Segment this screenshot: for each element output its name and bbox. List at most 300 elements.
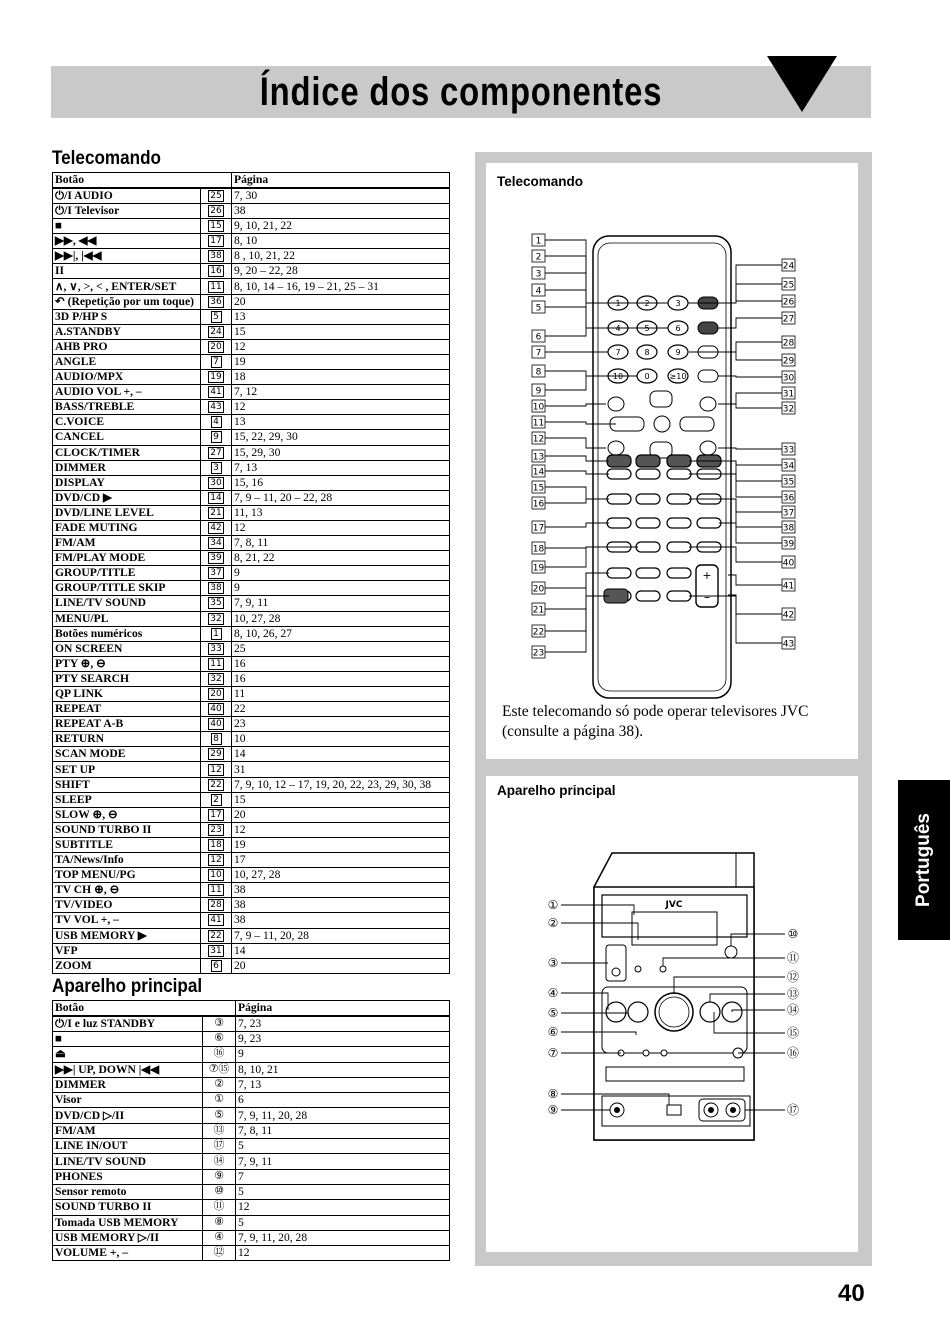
row-button-label: DISPLAY [53, 475, 201, 490]
row-page-list: 8, 10, 14 – 16, 19 – 21, 25 – 31 [232, 279, 450, 294]
remote-key[interactable] [636, 568, 660, 578]
row-button-label: SLOW ⊕, ⊖ [53, 807, 201, 822]
row-page-list: 15 [232, 792, 450, 807]
row-page-list: 7, 8, 11 [236, 1123, 450, 1138]
number-key-label: 6 [675, 324, 681, 333]
row-page-list: 19 [232, 837, 450, 852]
row-button-label: ON SCREEN [53, 641, 201, 656]
callout-number: ⑩ [787, 927, 799, 941]
row-reference-number [203, 1032, 236, 1047]
table-row [53, 928, 450, 943]
row-button-label: TV/VIDEO [53, 898, 201, 913]
remote-key[interactable] [636, 469, 660, 479]
row-reference-number [201, 611, 232, 626]
table-row [53, 1230, 450, 1245]
reference-badge: 8 [211, 733, 222, 745]
row-button-label: SHIFT [53, 777, 201, 792]
remote-key[interactable] [667, 494, 691, 504]
remote-key[interactable] [636, 591, 660, 601]
row-reference-number [203, 1108, 236, 1123]
row-page-list: 23 [232, 717, 450, 732]
row-page-list: 7, 13 [236, 1077, 450, 1092]
table-row [53, 868, 450, 883]
row-button-label: ▶▶|, |◀◀ [53, 249, 201, 264]
remote-key[interactable] [607, 455, 631, 467]
table-row [53, 475, 450, 490]
row-button-label: USB MEMORY ▷/II [53, 1230, 203, 1245]
row-button-label: DVD/CD ▷/II [53, 1108, 203, 1123]
table-header-row [53, 1001, 450, 1017]
fm-am-button[interactable] [700, 1002, 720, 1022]
row-reference-number [201, 596, 232, 611]
table-row [53, 747, 450, 762]
callout-number: 16 [532, 499, 545, 510]
remote-key[interactable] [607, 494, 631, 504]
row-page-list: 20 [232, 958, 450, 973]
table-row [53, 1169, 450, 1184]
reference-badge: 33 [210, 643, 222, 654]
callout-number: 29 [782, 356, 795, 367]
remote-section-heading: Telecomando [52, 148, 161, 169]
reference-badge: 19 [210, 372, 222, 383]
callout-number: 42 [782, 610, 795, 621]
reference-badge: 16 [210, 266, 222, 277]
callout-number: 9 [535, 386, 542, 397]
volume-knob[interactable] [655, 993, 693, 1031]
number-key-label: 5 [644, 324, 650, 333]
table-row [53, 1154, 450, 1169]
callout-number: 21 [532, 605, 545, 616]
row-page-list: 5 [236, 1184, 450, 1199]
row-reference-number [201, 294, 232, 309]
row-button-label: TOP MENU/PG [53, 868, 201, 883]
table-row [53, 671, 450, 686]
number-key-label: 0 [644, 372, 650, 381]
row-page-list: 38 [232, 883, 450, 898]
reference-badge: 3 [211, 462, 222, 474]
row-reference-number [203, 1016, 236, 1032]
row-button-label: SUBTITLE [53, 837, 201, 852]
table-row [53, 732, 450, 747]
remote-key[interactable] [667, 542, 691, 552]
row-page-list: 12 [232, 520, 450, 535]
number-key[interactable] [668, 345, 688, 359]
callout-number: 39 [782, 539, 795, 550]
table-row [53, 641, 450, 656]
reference-badge: 40 [210, 704, 222, 715]
row-page-list: 16 [232, 656, 450, 671]
table-row [53, 234, 450, 249]
page-number: 40 [838, 1280, 865, 1307]
row-button-label: VFP [53, 943, 201, 958]
callout-number: 32 [782, 404, 795, 415]
row-button-label: BASS/TREBLE [53, 400, 201, 415]
row-button-label: DVD/LINE LEVEL [53, 505, 201, 520]
row-reference-number [203, 1230, 236, 1245]
table-row [53, 1016, 450, 1032]
row-reference-number [201, 868, 232, 883]
usb-socket [667, 1105, 681, 1115]
table-row [53, 883, 450, 898]
page-title: Índice dos componentes [259, 70, 663, 114]
callout-number: 12 [532, 434, 545, 445]
row-reference-number [201, 520, 232, 535]
table-row [53, 702, 450, 717]
svg-text:+: + [702, 569, 712, 582]
row-reference-number [201, 188, 232, 204]
reference-badge: 25 [210, 191, 222, 201]
row-button-label: ⏻/I e luz STANDBY [53, 1016, 203, 1032]
row-page-list: 16 [232, 671, 450, 686]
row-page-list: 38 [232, 913, 450, 928]
row-page-list: 9, 23 [236, 1032, 450, 1047]
row-reference-number [201, 822, 232, 837]
main-unit-section-heading: Aparelho principal [52, 976, 203, 997]
callout-right [728, 575, 795, 592]
row-reference-number [203, 1047, 236, 1062]
number-key-label: 9 [675, 348, 681, 357]
callout-number: 6 [535, 332, 542, 343]
row-reference-number [201, 898, 232, 913]
row-page-list: 7, 23 [236, 1016, 450, 1032]
row-button-label: 3D P/HP S [53, 309, 201, 324]
row-button-label: FM/AM [53, 1123, 203, 1138]
row-page-list: 9 [232, 566, 450, 581]
remote-diagram [486, 163, 858, 703]
row-reference-number [201, 234, 232, 249]
row-page-list: 11 [232, 687, 450, 702]
reference-badge: 15 [210, 221, 222, 232]
usb-memory-button[interactable] [606, 1002, 626, 1022]
row-button-label: DIMMER [53, 460, 201, 475]
callout-number: ⑭ [786, 1003, 800, 1017]
row-button-label: Sensor remoto [53, 1184, 203, 1199]
table-row [53, 717, 450, 732]
table-header-row [53, 173, 450, 189]
table-row [53, 1047, 450, 1062]
reference-badge: 28 [210, 900, 222, 911]
row-reference-number [201, 687, 232, 702]
table-row [53, 1077, 450, 1092]
row-page-list: 8, 10 [232, 234, 450, 249]
table-row [53, 249, 450, 264]
row-reference-number [203, 1154, 236, 1169]
table-row [53, 822, 450, 837]
row-reference-number [201, 279, 232, 294]
reference-badge: ⑯ [213, 1046, 225, 1060]
row-button-label: SOUND TURBO II [53, 1200, 203, 1215]
table-row [53, 1215, 450, 1230]
reference-badge: 34 [210, 538, 222, 549]
number-key-label: 3 [675, 299, 681, 308]
row-page-list: 12 [232, 400, 450, 415]
reference-badge: 1 [211, 628, 222, 640]
reference-badge: 17 [210, 809, 222, 820]
row-page-list: 12 [232, 339, 450, 354]
callout-number: ⑧ [547, 1087, 559, 1101]
table-row [53, 566, 450, 581]
reference-badge: 5 [211, 311, 222, 323]
row-page-list: 7, 8, 11 [232, 536, 450, 551]
table-row [53, 309, 450, 324]
row-page-list: 22 [232, 702, 450, 717]
row-reference-number [201, 249, 232, 264]
row-reference-number [201, 762, 232, 777]
reference-badge: 14 [210, 492, 222, 503]
callout-number: ⑦ [547, 1046, 559, 1060]
row-button-label: LINE/TV SOUND [53, 1154, 203, 1169]
row-reference-number [203, 1062, 236, 1077]
row-page-list: 31 [232, 762, 450, 777]
number-key[interactable] [668, 369, 688, 383]
table-row [53, 762, 450, 777]
callout-number: 13 [532, 452, 545, 463]
row-page-list: 15, 29, 30 [232, 445, 450, 460]
reference-badge: 38 [210, 251, 222, 262]
row-reference-number [201, 385, 232, 400]
row-reference-number [201, 837, 232, 852]
row-page-list: 38 [232, 898, 450, 913]
table-row [53, 626, 450, 641]
row-reference-number [201, 626, 232, 641]
row-button-label: DIMMER [53, 1077, 203, 1092]
callout-number: 2 [535, 252, 542, 263]
row-button-label: ⏏ [53, 1047, 203, 1062]
remote-key[interactable] [607, 469, 631, 479]
language-tab [898, 780, 950, 940]
callout-number: 41 [782, 581, 795, 592]
row-button-label: SCAN MODE [53, 747, 201, 762]
table-row [53, 898, 450, 913]
reference-badge: ① [214, 1092, 224, 1106]
remote-key[interactable] [636, 494, 660, 504]
table-row [53, 354, 450, 369]
remote-key[interactable] [697, 518, 721, 528]
row-reference-number [201, 264, 232, 279]
reference-badge: 12 [210, 855, 222, 866]
reference-badge: 27 [210, 447, 222, 458]
callout-number: 19 [532, 563, 545, 574]
row-page-list: 11, 13 [232, 505, 450, 520]
row-page-list: 14 [232, 943, 450, 958]
row-reference-number [201, 671, 232, 686]
row-reference-number [203, 1184, 236, 1199]
remote-key[interactable] [698, 322, 718, 334]
row-button-label: VOLUME +, – [53, 1246, 203, 1261]
number-key[interactable] [608, 345, 628, 359]
callout-number: ③ [547, 956, 559, 970]
reference-badge: 39 [210, 553, 222, 564]
row-button-label: ⏻/I Televisor [53, 204, 201, 219]
row-reference-number [201, 958, 232, 973]
row-reference-number [201, 747, 232, 762]
callout-number: ⑬ [786, 987, 800, 1001]
table-row [53, 324, 450, 339]
table-row [53, 943, 450, 958]
reference-badge: 11 [210, 281, 222, 292]
callout-number: 17 [532, 523, 545, 534]
brand-logo: JVC [665, 900, 683, 910]
row-page-list: 6 [236, 1093, 450, 1108]
callout-number: 35 [782, 477, 795, 488]
remote-key[interactable] [667, 469, 691, 479]
remote-key[interactable] [607, 518, 631, 528]
reference-badge: 29 [210, 749, 222, 760]
table-row [53, 777, 450, 792]
row-button-label: CANCEL [53, 430, 201, 445]
row-page-list: 7, 30 [232, 188, 450, 204]
callout-number: 24 [782, 261, 795, 272]
reference-badge: 37 [210, 568, 222, 579]
row-page-list: 7, 9, 10, 12 – 17, 19, 20, 22, 23, 29, 30, 38 [232, 777, 450, 792]
callout-number: 23 [532, 648, 545, 659]
remote-key[interactable] [667, 455, 691, 467]
row-button-label: QP LINK [53, 687, 201, 702]
reference-badge: 20 [210, 341, 222, 352]
col-header-button: Botão [53, 1001, 236, 1017]
number-key[interactable] [637, 345, 657, 359]
row-reference-number [201, 792, 232, 807]
row-button-label: TA/News/Info [53, 853, 201, 868]
row-page-list: 7, 9, 11, 20, 28 [236, 1230, 450, 1245]
row-page-list: 9 [232, 581, 450, 596]
reference-badge: 9 [211, 431, 222, 443]
row-page-list: 38 [232, 204, 450, 219]
remote-note-line2: (consulte a página 38). [502, 723, 644, 740]
row-reference-number [201, 219, 232, 234]
callout-number: ⑰ [786, 1103, 800, 1117]
callout-number: 8 [535, 367, 542, 378]
row-button-label: LINE IN/OUT [53, 1139, 203, 1154]
table-row [53, 1200, 450, 1215]
row-page-list: 5 [236, 1139, 450, 1154]
row-page-list: 10, 27, 28 [232, 868, 450, 883]
row-button-label: DVD/CD ▶ [53, 490, 201, 505]
table-row [53, 687, 450, 702]
row-reference-number [201, 460, 232, 475]
row-reference-number [201, 490, 232, 505]
row-button-label: PHONES [53, 1169, 203, 1184]
reference-badge: 42 [210, 523, 222, 534]
remote-key[interactable] [667, 518, 691, 528]
callout-number: 15 [532, 483, 545, 494]
reference-badge: ⑪ [213, 1199, 225, 1213]
callout-number: 18 [532, 544, 545, 555]
table-row [53, 460, 450, 475]
row-reference-number [201, 943, 232, 958]
reference-badge: 22 [210, 779, 222, 790]
number-key[interactable] [637, 369, 657, 383]
remote-key[interactable] [636, 455, 660, 467]
row-reference-number [201, 656, 232, 671]
number-key-label: 8 [644, 348, 650, 357]
row-button-label: USB MEMORY ▶ [53, 928, 201, 943]
row-page-list: 12 [232, 822, 450, 837]
table-row [53, 385, 450, 400]
table-row [53, 370, 450, 385]
row-reference-number [201, 475, 232, 490]
row-reference-number [201, 732, 232, 747]
row-button-label: FADE MUTING [53, 520, 201, 535]
row-page-list: 8, 10, 21 [236, 1062, 450, 1077]
reference-badge: 32 [210, 673, 222, 684]
callout-number: 5 [535, 303, 542, 314]
table-row [53, 264, 450, 279]
table-row [53, 520, 450, 535]
remote-key[interactable] [636, 518, 660, 528]
row-page-list: 10, 27, 28 [232, 611, 450, 626]
row-reference-number [201, 204, 232, 219]
number-key[interactable] [668, 296, 688, 310]
reference-badge: 11 [210, 658, 222, 669]
callout-number: ② [547, 916, 559, 930]
row-reference-number [201, 807, 232, 822]
row-reference-number [201, 581, 232, 596]
number-key-label: 1 [615, 299, 621, 308]
row-button-label: A.STANDBY [53, 324, 201, 339]
number-key[interactable] [668, 321, 688, 335]
table-row [53, 656, 450, 671]
row-page-list: 8, 21, 22 [232, 551, 450, 566]
remote-key[interactable] [636, 542, 660, 552]
row-button-label: ▶▶| UP, DOWN |◀◀ [53, 1062, 203, 1077]
reference-badge: 26 [210, 206, 222, 217]
callout-right [728, 595, 795, 650]
row-button-label: AUDIO VOL +, – [53, 385, 201, 400]
row-reference-number [201, 928, 232, 943]
reference-badge: 10 [210, 870, 222, 881]
reference-badge: 31 [210, 945, 222, 956]
volume-rocker[interactable] [696, 565, 718, 607]
remote-key[interactable] [667, 568, 691, 578]
main-unit-panel-label: Aparelho principal [497, 783, 616, 798]
remote-key[interactable] [698, 370, 718, 382]
row-button-label: ⏻/I AUDIO [53, 188, 201, 204]
remote-key[interactable] [607, 568, 631, 578]
table-row [53, 1093, 450, 1108]
remote-key[interactable] [667, 591, 691, 601]
callout-number: 27 [782, 314, 795, 325]
row-reference-number [201, 400, 232, 415]
row-reference-number [203, 1093, 236, 1108]
dvd-cd-button[interactable] [628, 1002, 648, 1022]
callout-number: ⑮ [786, 1026, 800, 1040]
callout-number: 31 [782, 389, 795, 400]
row-button-label: ZOOM [53, 958, 201, 973]
row-button-label: PTY ⊕, ⊖ [53, 656, 201, 671]
row-button-label: Tomada USB MEMORY [53, 1215, 203, 1230]
number-key-label: 2 [644, 299, 650, 308]
row-button-label: ■ [53, 1032, 203, 1047]
table-row [53, 294, 450, 309]
row-button-label: II [53, 264, 201, 279]
reference-badge: ⑥ [214, 1031, 224, 1045]
row-page-list: 15, 16 [232, 475, 450, 490]
callout-number: 22 [532, 627, 545, 638]
row-page-list: 20 [232, 807, 450, 822]
row-reference-number [203, 1246, 236, 1261]
row-page-list: 12 [236, 1246, 450, 1261]
table-row [53, 505, 450, 520]
row-page-list: 9 [236, 1047, 450, 1062]
callout-number: 4 [535, 286, 542, 297]
row-reference-number [201, 339, 232, 354]
row-page-list: 18 [232, 370, 450, 385]
table-row [53, 339, 450, 354]
callout-number: 33 [782, 445, 795, 456]
reference-badge: 21 [210, 507, 222, 518]
remote-note-line1: Este telecomando só pode operar televisores JVC [502, 703, 809, 720]
